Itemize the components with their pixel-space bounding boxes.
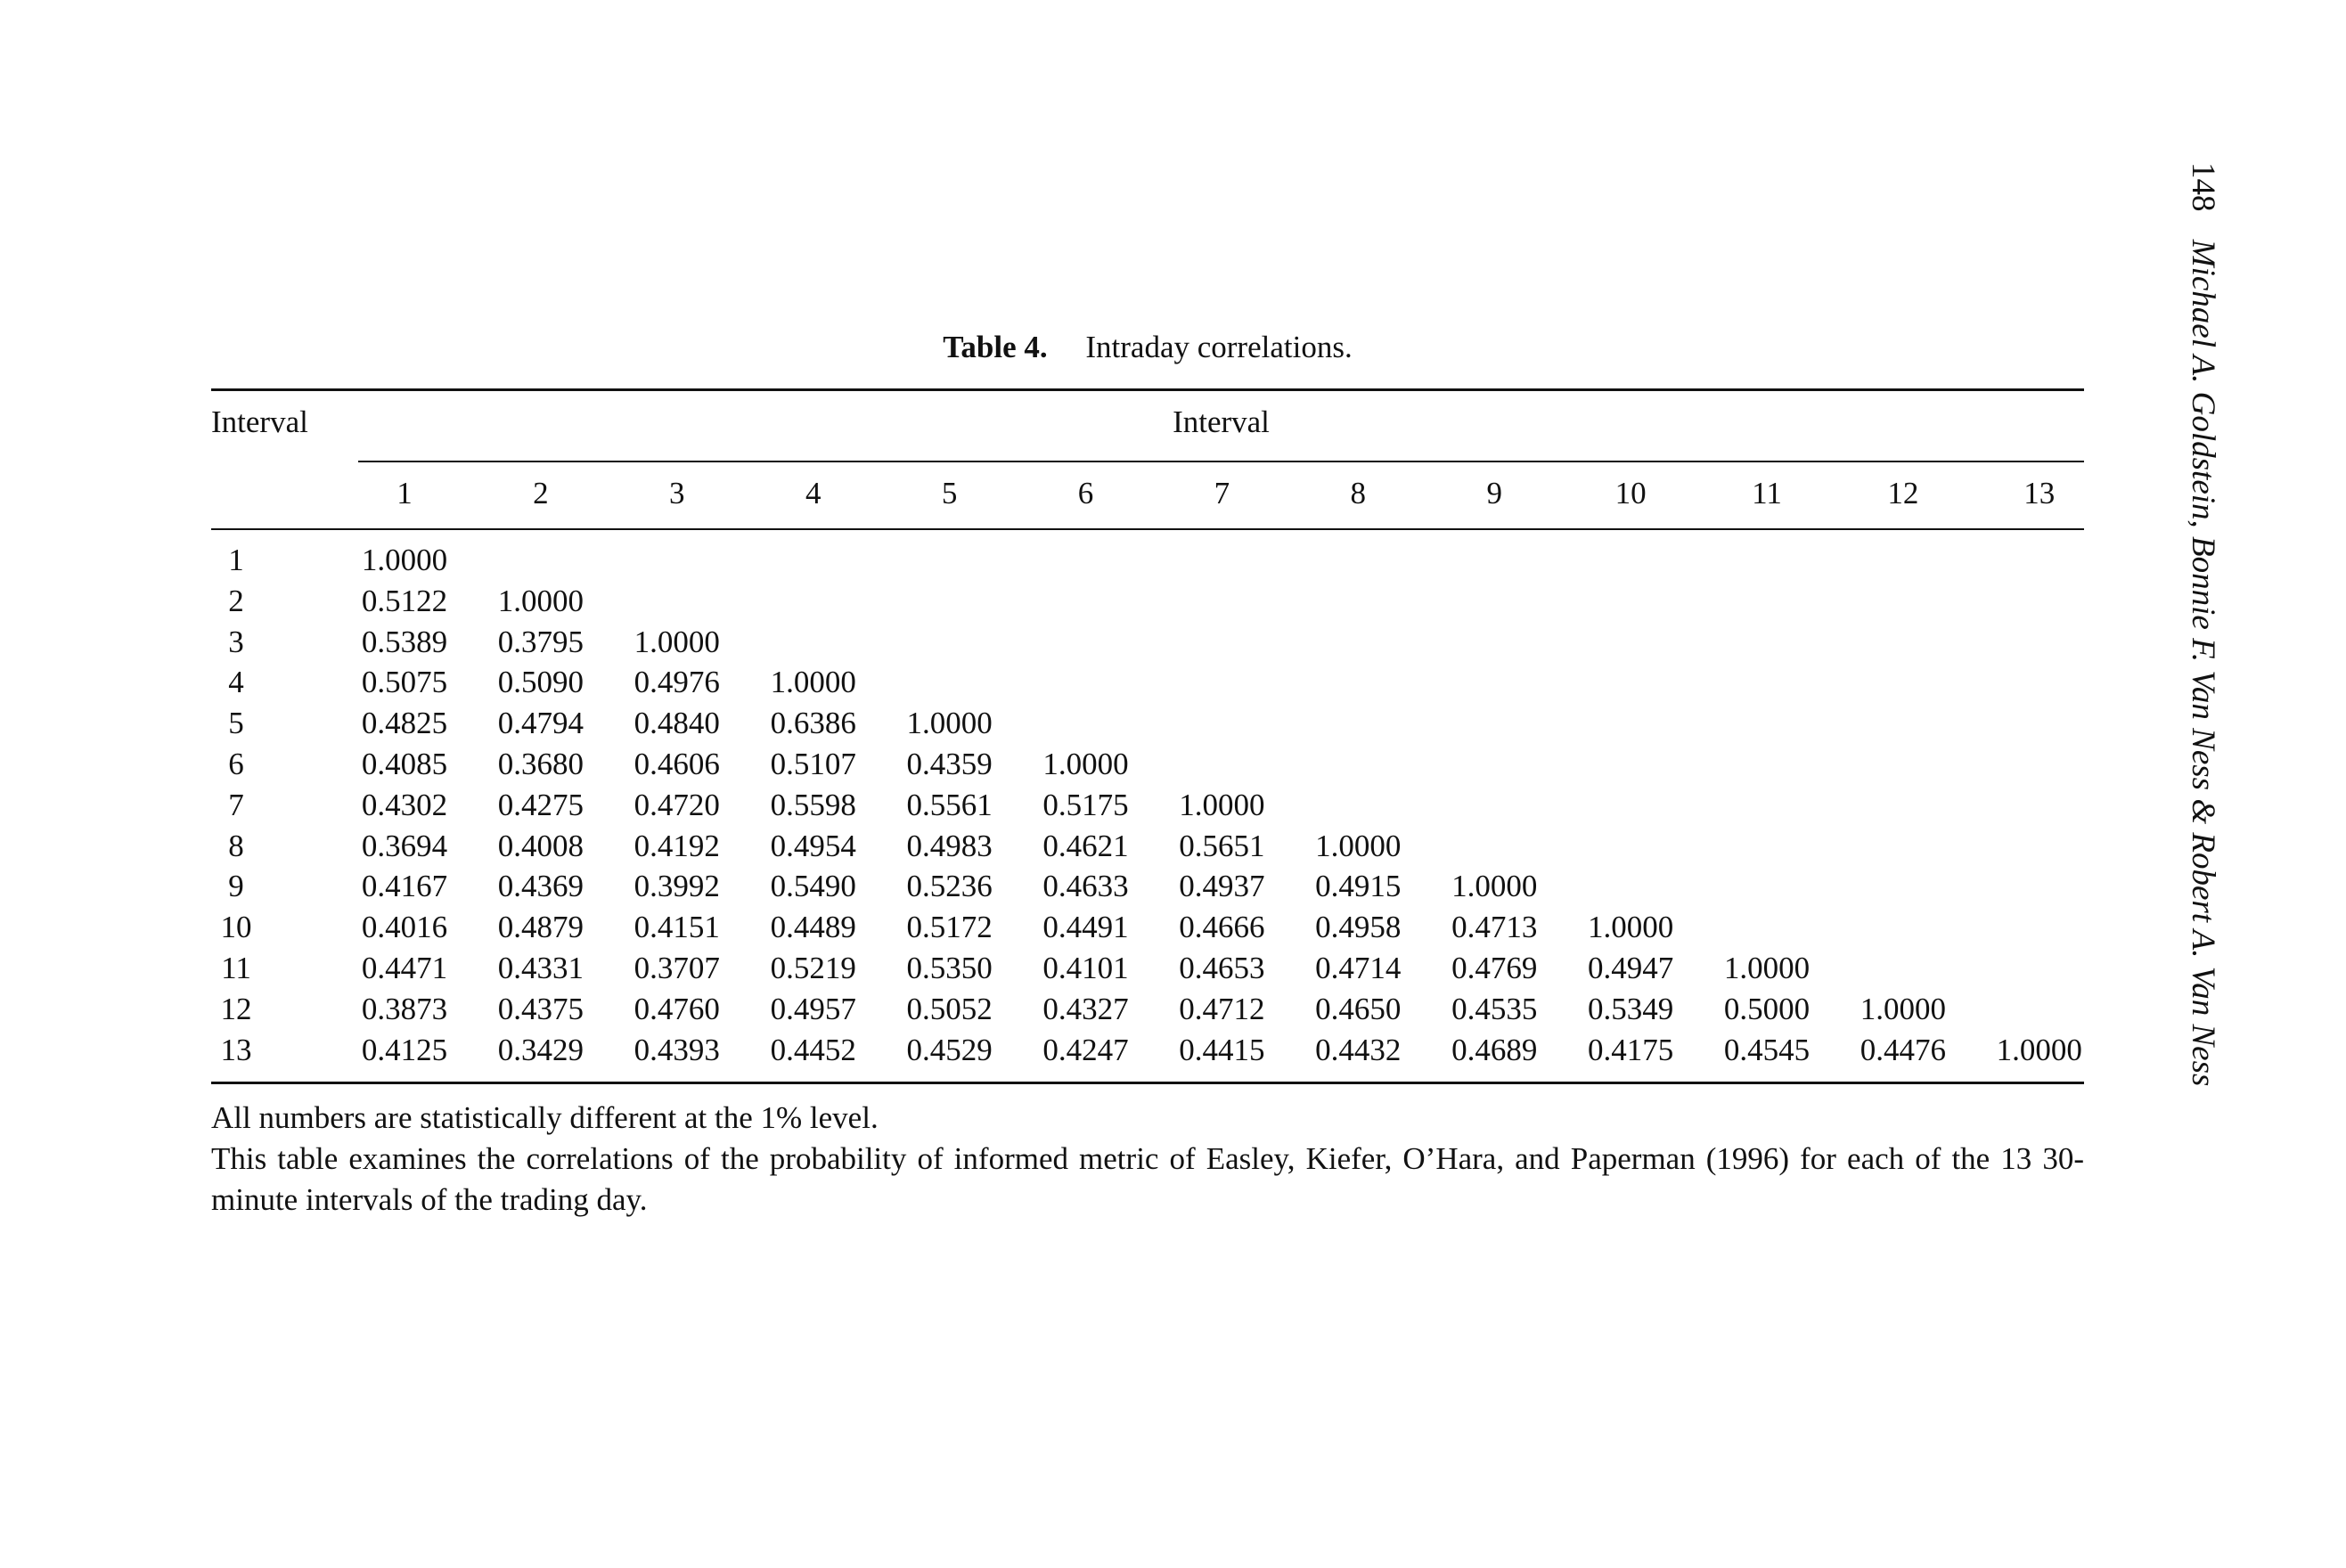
table-cell: 1.0000 xyxy=(1179,787,1265,822)
table-row xyxy=(211,907,2084,948)
table-cell: 0.4175 xyxy=(1587,1032,1674,1067)
table-cell: 0.5122 xyxy=(361,583,448,618)
table-cell: 0.4840 xyxy=(634,706,720,741)
table-cell: 0.4650 xyxy=(1315,991,1402,1026)
table-bottom-rule xyxy=(211,1082,2084,1084)
column-header: 2 xyxy=(533,476,549,510)
table-cell: 0.5490 xyxy=(770,869,856,904)
table-cell: 1.0000 xyxy=(1587,910,1674,945)
table-cell: 0.3795 xyxy=(497,624,584,659)
row-label: 8 xyxy=(228,828,244,863)
row-label: 10 xyxy=(220,910,252,945)
table-cell: 0.4666 xyxy=(1179,910,1265,945)
table-label: Table 4. xyxy=(943,330,1048,364)
table-cell: 0.4794 xyxy=(497,706,584,741)
table-cell: 0.5000 xyxy=(1723,991,1811,1026)
table-cell: 0.3429 xyxy=(497,1032,584,1067)
table-cell: 1.0000 xyxy=(1996,1032,2082,1067)
row-label: 7 xyxy=(228,787,244,822)
table-cell: 1.0000 xyxy=(1860,991,1947,1026)
table-cell: 0.4331 xyxy=(497,950,584,985)
table-note: This table examines the correlations of the probability of informed metric of Easley, Kiefer, O’Hara, and Paperman (1996) for each of the 13 30-minute intervals of the trading day. xyxy=(211,1141,2084,1217)
table-cell: 0.4653 xyxy=(1179,950,1265,985)
column-group-header: Interval xyxy=(1173,404,1270,439)
table-title: Intraday correlations. xyxy=(1085,330,1353,364)
table-cell: 0.4167 xyxy=(361,869,448,904)
table-cell: 0.3694 xyxy=(361,828,448,863)
table-cell: 0.4545 xyxy=(1723,1032,1811,1067)
table-cell: 0.4327 xyxy=(1042,991,1129,1026)
table-cell: 0.4713 xyxy=(1451,910,1538,945)
table-cell: 0.5075 xyxy=(361,665,448,700)
table-cell: 0.4393 xyxy=(634,1032,720,1067)
table-cell: 0.4151 xyxy=(634,910,720,945)
table-cell: 0.4375 xyxy=(497,991,584,1026)
table-cell: 0.4415 xyxy=(1179,1032,1265,1067)
table-cell: 0.4769 xyxy=(1451,950,1538,985)
table-cell: 0.4471 xyxy=(361,950,448,985)
column-header: 10 xyxy=(1614,476,1647,510)
table-cell: 0.4369 xyxy=(497,869,584,904)
table-cell: 0.4529 xyxy=(906,1032,993,1067)
table-cell: 0.4947 xyxy=(1587,950,1674,985)
row-label: 3 xyxy=(228,624,244,659)
table-row xyxy=(211,826,2084,867)
table-note: All numbers are statistically different at the 1% level. xyxy=(211,1100,879,1135)
table-cell: 1.0000 xyxy=(1042,746,1129,781)
table-cell: 1.0000 xyxy=(770,665,856,700)
table-notes xyxy=(211,1098,2084,1221)
running-head xyxy=(2181,162,2224,1196)
table-cell: 0.4247 xyxy=(1042,1032,1129,1067)
table-row xyxy=(211,1030,2084,1071)
table-row xyxy=(211,744,2084,785)
table-cell: 1.0000 xyxy=(634,624,720,659)
table-cell: 0.5350 xyxy=(906,950,993,985)
table-body xyxy=(211,540,2084,1070)
table-cell: 0.4535 xyxy=(1451,991,1538,1026)
table-cell: 0.4957 xyxy=(770,991,856,1026)
table-cell: 0.4016 xyxy=(361,910,448,945)
table-row xyxy=(211,622,2084,663)
column-header: 3 xyxy=(669,476,685,510)
table-cell: 0.4954 xyxy=(770,828,856,863)
table-cell: 0.5172 xyxy=(906,910,993,945)
row-label: 9 xyxy=(228,869,244,904)
table-cell: 0.5219 xyxy=(770,950,856,985)
table-cell: 0.4879 xyxy=(497,910,584,945)
table-cell: 0.5236 xyxy=(906,869,993,904)
table-cell: 1.0000 xyxy=(1451,869,1538,904)
table-cell: 0.3992 xyxy=(634,869,720,904)
table-cell: 0.4452 xyxy=(770,1032,856,1067)
table-cell: 1.0000 xyxy=(361,543,448,577)
table-cell: 0.4192 xyxy=(634,828,720,863)
table-cell: 0.4958 xyxy=(1315,910,1402,945)
table-cell: 0.3680 xyxy=(497,746,584,781)
table-row xyxy=(211,989,2084,1030)
table-cell: 1.0000 xyxy=(906,706,993,741)
column-header: 11 xyxy=(1752,476,1782,510)
column-header: 8 xyxy=(1350,476,1367,510)
table-top-rule xyxy=(211,388,2084,391)
table-cell: 0.4489 xyxy=(770,910,856,945)
row-label: 2 xyxy=(228,583,244,618)
column-header: 9 xyxy=(1486,476,1502,510)
table-row xyxy=(211,581,2084,622)
table-cell: 0.4976 xyxy=(634,665,720,700)
table-cell: 0.3873 xyxy=(361,991,448,1026)
table-cell: 0.4476 xyxy=(1860,1032,1947,1067)
column-group-rule xyxy=(358,461,2084,462)
table-cell: 0.4760 xyxy=(634,991,720,1026)
table-row xyxy=(211,540,2084,581)
header-bottom-rule xyxy=(211,528,2084,530)
column-header: 5 xyxy=(941,476,958,510)
table-row xyxy=(211,948,2084,989)
table-cell: 0.4825 xyxy=(361,706,448,741)
table-cell: 0.4085 xyxy=(361,746,448,781)
row-label: 5 xyxy=(228,706,244,741)
table-cell: 0.5651 xyxy=(1179,828,1265,863)
table-cell: 0.4432 xyxy=(1315,1032,1402,1067)
column-header: 12 xyxy=(1887,476,1919,510)
table-caption xyxy=(211,326,2084,369)
table-cell: 0.4712 xyxy=(1179,991,1265,1026)
table-cell: 0.4633 xyxy=(1042,869,1129,904)
table-cell: 0.4008 xyxy=(497,828,584,863)
table-cell: 1.0000 xyxy=(497,583,584,618)
row-label: 6 xyxy=(228,746,244,781)
table-cell: 1.0000 xyxy=(1723,950,1811,985)
table-cell: 0.5598 xyxy=(770,787,856,822)
row-label: 1 xyxy=(228,543,244,577)
column-header: 4 xyxy=(805,476,822,510)
table-cell: 0.5107 xyxy=(770,746,856,781)
table-cell: 0.4101 xyxy=(1042,950,1129,985)
row-label: 4 xyxy=(228,665,244,700)
table-cell: 0.5389 xyxy=(361,624,448,659)
table-row xyxy=(211,662,2084,703)
table-cell: 0.4302 xyxy=(361,787,448,822)
row-label: 12 xyxy=(220,991,252,1026)
table-cell: 0.5175 xyxy=(1042,787,1129,822)
table-cell: 0.4714 xyxy=(1315,950,1402,985)
table-cell: 0.4606 xyxy=(634,746,720,781)
table-cell: 0.4915 xyxy=(1315,869,1402,904)
table-cell: 0.5090 xyxy=(497,665,584,700)
table-cell: 0.6386 xyxy=(770,706,856,741)
table-row xyxy=(211,866,2084,907)
table-cell: 0.5349 xyxy=(1587,991,1674,1026)
column-header: 7 xyxy=(1214,476,1230,510)
table-cell: 0.4983 xyxy=(906,828,993,863)
table-cell: 0.4937 xyxy=(1179,869,1265,904)
column-header: 1 xyxy=(396,476,413,510)
row-label: 11 xyxy=(221,950,251,985)
column-header: 6 xyxy=(1077,476,1094,510)
table-cell: 0.4275 xyxy=(497,787,584,822)
running-head-authors: Michael A. Goldstein, Bonnie F. Van Ness & Robert A. Van Ness xyxy=(2185,239,2221,1087)
table-cell: 0.3707 xyxy=(634,950,720,985)
row-header: Interval xyxy=(211,404,308,439)
table-cell: 0.5052 xyxy=(906,991,993,1026)
table-row xyxy=(211,785,2084,826)
table-cell: 0.4359 xyxy=(906,746,993,781)
table-row xyxy=(211,703,2084,744)
table-cell: 1.0000 xyxy=(1315,828,1402,863)
table-cell: 0.4491 xyxy=(1042,910,1129,945)
table-cell: 0.4689 xyxy=(1451,1032,1538,1067)
page-number: 148 xyxy=(2185,162,2221,212)
table-cell: 0.4720 xyxy=(634,787,720,822)
table-cell: 0.4125 xyxy=(361,1032,448,1067)
row-label: 13 xyxy=(220,1032,252,1067)
table-cell: 0.5561 xyxy=(906,787,993,822)
column-header-row xyxy=(358,472,2084,517)
table-cell: 0.4621 xyxy=(1042,828,1129,863)
column-header: 13 xyxy=(2023,476,2056,510)
